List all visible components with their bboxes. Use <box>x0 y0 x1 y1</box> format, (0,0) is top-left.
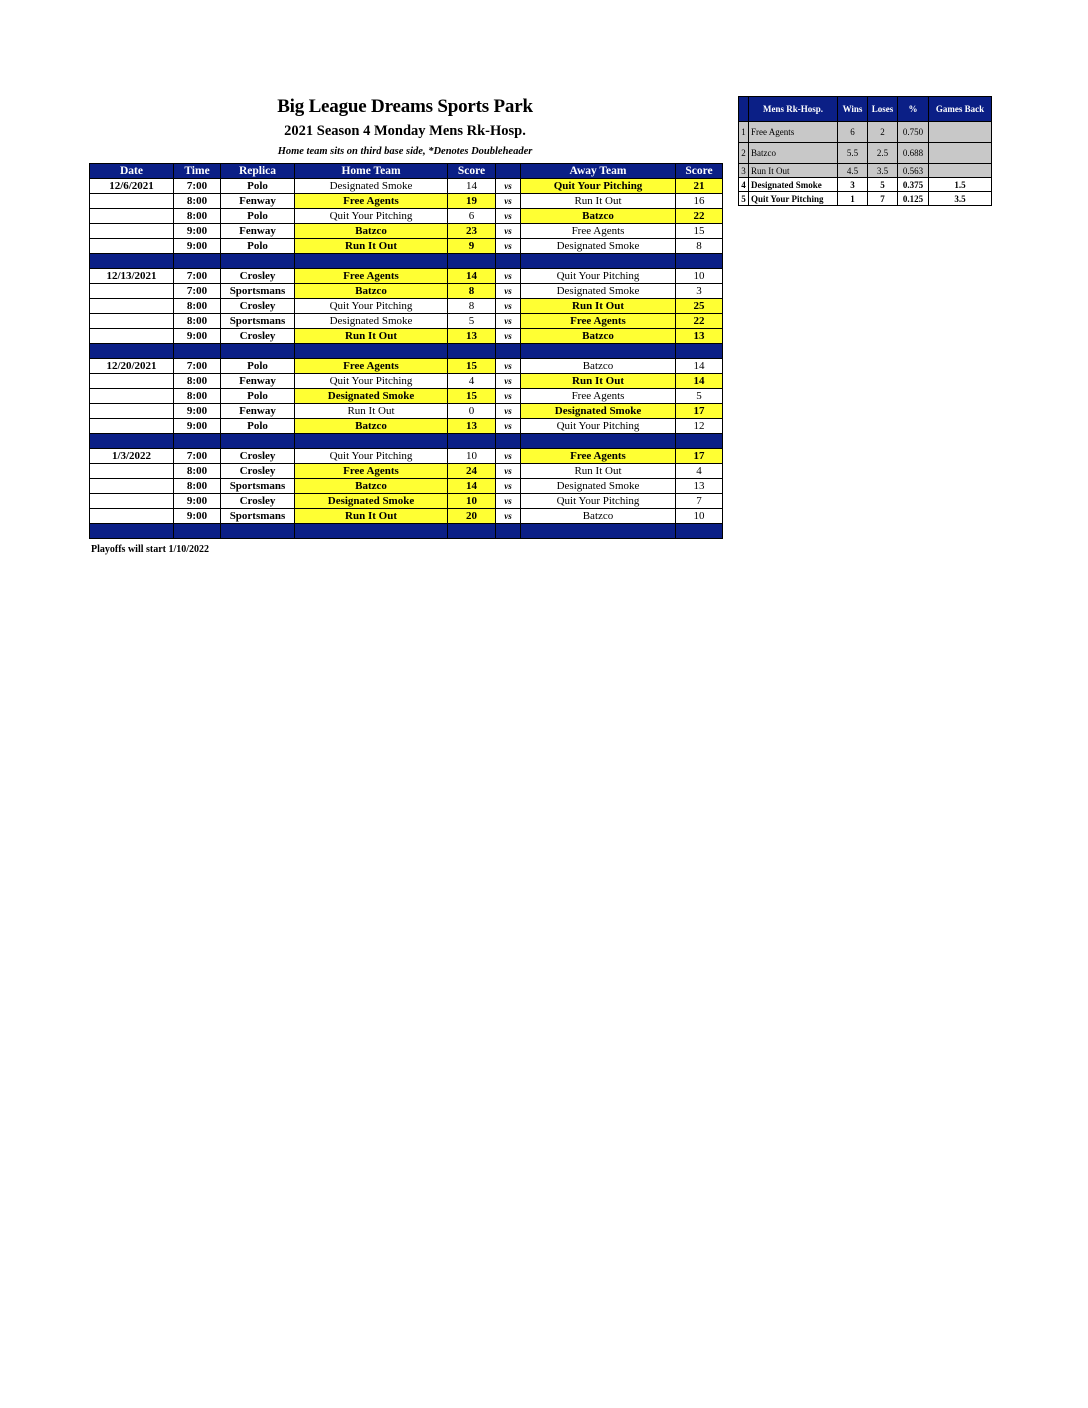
separator-cell <box>174 434 221 449</box>
standings-pct: 0.750 <box>898 122 929 143</box>
away-team: Designated Smoke <box>521 404 676 419</box>
separator-cell <box>174 254 221 269</box>
standings-header-league: Mens Rk-Hosp. <box>749 97 838 122</box>
home-score: 13 <box>448 329 496 344</box>
away-score: 17 <box>676 404 723 419</box>
standings-table <box>738 96 992 206</box>
vs-label: vs <box>496 269 521 284</box>
home-team: Quit Your Pitching <box>295 374 448 389</box>
away-team: Batzco <box>521 209 676 224</box>
game-row <box>90 464 723 479</box>
game-row <box>90 284 723 299</box>
away-team: Batzco <box>521 359 676 374</box>
vs-label: vs <box>496 479 521 494</box>
game-field: Polo <box>221 359 295 374</box>
home-score: 19 <box>448 194 496 209</box>
standings-loses: 2.5 <box>868 143 898 164</box>
separator-cell <box>221 524 295 539</box>
standings-team: Quit Your Pitching <box>749 192 838 206</box>
separator-cell <box>521 254 676 269</box>
away-team: Quit Your Pitching <box>521 269 676 284</box>
vs-label: vs <box>496 299 521 314</box>
home-team: Designated Smoke <box>295 179 448 194</box>
away-team: Quit Your Pitching <box>521 179 676 194</box>
away-score: 22 <box>676 209 723 224</box>
vs-label: vs <box>496 314 521 329</box>
col-header-time: Time <box>174 164 221 179</box>
away-score: 14 <box>676 374 723 389</box>
game-field: Crosley <box>221 494 295 509</box>
game-field: Fenway <box>221 404 295 419</box>
home-team: Designated Smoke <box>295 389 448 404</box>
away-score: 12 <box>676 419 723 434</box>
away-team: Run It Out <box>521 464 676 479</box>
game-time: 8:00 <box>174 209 221 224</box>
standings-loses: 3.5 <box>868 164 898 178</box>
separator-cell <box>521 344 676 359</box>
home-score: 24 <box>448 464 496 479</box>
game-row <box>90 224 723 239</box>
standings-team: Run It Out <box>749 164 838 178</box>
separator-cell <box>90 254 174 269</box>
game-date <box>90 239 174 254</box>
vs-label: vs <box>496 509 521 524</box>
vs-label: vs <box>496 389 521 404</box>
vs-label: vs <box>496 329 521 344</box>
game-date <box>90 314 174 329</box>
away-team: Designated Smoke <box>521 479 676 494</box>
standings-pct: 0.688 <box>898 143 929 164</box>
game-time: 9:00 <box>174 419 221 434</box>
home-team: Free Agents <box>295 464 448 479</box>
game-field: Crosley <box>221 299 295 314</box>
page-title: Big League Dreams Sports Park <box>277 96 533 117</box>
game-date <box>90 509 174 524</box>
game-field: Polo <box>221 389 295 404</box>
home-team: Run It Out <box>295 329 448 344</box>
standings-pct: 0.125 <box>898 192 929 206</box>
vs-label: vs <box>496 284 521 299</box>
standings-team: Designated Smoke <box>749 178 838 192</box>
home-score: 5 <box>448 314 496 329</box>
vs-label: vs <box>496 464 521 479</box>
game-row <box>90 194 723 209</box>
home-team: Free Agents <box>295 269 448 284</box>
away-team: Free Agents <box>521 449 676 464</box>
standings-rank: 4 <box>739 178 749 192</box>
standings-games-back <box>929 122 992 143</box>
col-header-home-score: Score <box>448 164 496 179</box>
home-score: 6 <box>448 209 496 224</box>
away-score: 10 <box>676 509 723 524</box>
game-date <box>90 404 174 419</box>
col-header-away-score: Score <box>676 164 723 179</box>
week-separator <box>90 254 723 269</box>
standings-wins: 6 <box>838 122 868 143</box>
game-date <box>90 209 174 224</box>
standings-wins: 4.5 <box>838 164 868 178</box>
away-team: Free Agents <box>521 224 676 239</box>
game-row <box>90 179 723 194</box>
game-time: 7:00 <box>174 284 221 299</box>
separator-cell <box>295 254 448 269</box>
game-field: Sportsmans <box>221 284 295 299</box>
separator-cell <box>521 434 676 449</box>
game-row <box>90 404 723 419</box>
standings-games-back <box>929 164 992 178</box>
game-row <box>90 269 723 284</box>
standings-row <box>739 122 992 143</box>
vs-label: vs <box>496 494 521 509</box>
standings-row <box>739 164 992 178</box>
home-team: Run It Out <box>295 509 448 524</box>
game-row <box>90 239 723 254</box>
vs-label: vs <box>496 374 521 389</box>
game-field: Fenway <box>221 224 295 239</box>
home-score: 10 <box>448 494 496 509</box>
game-field: Fenway <box>221 374 295 389</box>
game-date <box>90 194 174 209</box>
standings-loses: 2 <box>868 122 898 143</box>
home-team: Batzco <box>295 224 448 239</box>
away-score: 16 <box>676 194 723 209</box>
standings-rank: 3 <box>739 164 749 178</box>
game-date <box>90 464 174 479</box>
game-field: Polo <box>221 419 295 434</box>
home-score: 23 <box>448 224 496 239</box>
home-score: 4 <box>448 374 496 389</box>
separator-cell <box>174 524 221 539</box>
home-score: 10 <box>448 449 496 464</box>
home-score: 14 <box>448 479 496 494</box>
game-row <box>90 359 723 374</box>
game-date <box>90 374 174 389</box>
standings-header-loses: Loses <box>868 97 898 122</box>
standings-row <box>739 178 992 192</box>
away-team: Designated Smoke <box>521 239 676 254</box>
game-field: Crosley <box>221 269 295 284</box>
col-header-away-team: Away Team <box>521 164 676 179</box>
away-team: Designated Smoke <box>521 284 676 299</box>
schedule-table <box>89 163 723 539</box>
home-team: Run It Out <box>295 239 448 254</box>
home-team: Designated Smoke <box>295 494 448 509</box>
home-team: Free Agents <box>295 359 448 374</box>
home-team: Quit Your Pitching <box>295 449 448 464</box>
vs-label: vs <box>496 359 521 374</box>
playoffs-note: Playoffs will start 1/10/2022 <box>91 544 210 555</box>
separator-cell <box>496 344 521 359</box>
vs-label: vs <box>496 194 521 209</box>
separator-cell <box>90 344 174 359</box>
home-team: Quit Your Pitching <box>295 299 448 314</box>
vs-label: vs <box>496 419 521 434</box>
game-field: Crosley <box>221 464 295 479</box>
game-field: Sportsmans <box>221 509 295 524</box>
game-date: 1/3/2022 <box>90 449 174 464</box>
separator-cell <box>676 524 723 539</box>
standings-header-rank <box>739 97 749 122</box>
vs-label: vs <box>496 224 521 239</box>
standings-games-back: 1.5 <box>929 178 992 192</box>
away-score: 4 <box>676 464 723 479</box>
page-subtitle: 2021 Season 4 Monday Mens Rk-Hosp. <box>284 123 526 139</box>
separator-cell <box>295 524 448 539</box>
separator-cell <box>221 434 295 449</box>
away-score: 3 <box>676 284 723 299</box>
game-field: Crosley <box>221 329 295 344</box>
home-score: 8 <box>448 284 496 299</box>
vs-label: vs <box>496 179 521 194</box>
separator-cell <box>448 344 496 359</box>
game-field: Polo <box>221 239 295 254</box>
separator-cell <box>221 344 295 359</box>
game-row <box>90 509 723 524</box>
schedule-header-row <box>90 164 723 179</box>
standings-row <box>739 143 992 164</box>
game-date <box>90 284 174 299</box>
game-row <box>90 449 723 464</box>
vs-label: vs <box>496 449 521 464</box>
game-time: 8:00 <box>174 479 221 494</box>
separator-cell <box>174 344 221 359</box>
game-row <box>90 314 723 329</box>
home-score: 15 <box>448 389 496 404</box>
game-date <box>90 299 174 314</box>
separator-cell <box>496 434 521 449</box>
game-time: 7:00 <box>174 449 221 464</box>
standings-pct: 0.375 <box>898 178 929 192</box>
col-header-date: Date <box>90 164 174 179</box>
game-field: Polo <box>221 179 295 194</box>
standings-wins: 3 <box>838 178 868 192</box>
home-score: 9 <box>448 239 496 254</box>
week-separator <box>90 434 723 449</box>
game-time: 9:00 <box>174 239 221 254</box>
game-time: 8:00 <box>174 464 221 479</box>
game-row <box>90 494 723 509</box>
separator-cell <box>90 434 174 449</box>
away-team: Batzco <box>521 509 676 524</box>
home-score: 20 <box>448 509 496 524</box>
week-separator <box>90 344 723 359</box>
separator-cell <box>90 524 174 539</box>
standings-header-wins: Wins <box>838 97 868 122</box>
vs-label: vs <box>496 239 521 254</box>
home-score: 8 <box>448 299 496 314</box>
schedule-body <box>90 179 723 539</box>
home-score: 14 <box>448 179 496 194</box>
game-date <box>90 329 174 344</box>
separator-cell <box>676 434 723 449</box>
separator-cell <box>676 344 723 359</box>
home-team: Free Agents <box>295 194 448 209</box>
standings-loses: 7 <box>868 192 898 206</box>
separator-cell <box>521 524 676 539</box>
game-date: 12/6/2021 <box>90 179 174 194</box>
col-header-replica: Replica <box>221 164 295 179</box>
home-team: Batzco <box>295 419 448 434</box>
home-team: Designated Smoke <box>295 314 448 329</box>
standings-loses: 5 <box>868 178 898 192</box>
game-row <box>90 209 723 224</box>
away-team: Run It Out <box>521 194 676 209</box>
game-time: 7:00 <box>174 179 221 194</box>
standings-body <box>739 122 992 206</box>
game-date: 12/20/2021 <box>90 359 174 374</box>
away-score: 8 <box>676 239 723 254</box>
game-time: 9:00 <box>174 404 221 419</box>
home-team: Batzco <box>295 284 448 299</box>
separator-cell <box>295 434 448 449</box>
game-field: Sportsmans <box>221 479 295 494</box>
game-time: 8:00 <box>174 299 221 314</box>
game-time: 8:00 <box>174 374 221 389</box>
separator-cell <box>496 524 521 539</box>
away-score: 25 <box>676 299 723 314</box>
col-header-vs <box>496 164 521 179</box>
game-time: 9:00 <box>174 224 221 239</box>
standings-wins: 5.5 <box>838 143 868 164</box>
separator-cell <box>496 254 521 269</box>
away-score: 13 <box>676 329 723 344</box>
separator-cell <box>221 254 295 269</box>
away-score: 10 <box>676 269 723 284</box>
away-score: 14 <box>676 359 723 374</box>
standings-rank: 2 <box>739 143 749 164</box>
standings-rank: 1 <box>739 122 749 143</box>
standings-header-pct: % <box>898 97 929 122</box>
game-row <box>90 419 723 434</box>
game-date <box>90 389 174 404</box>
away-score: 17 <box>676 449 723 464</box>
game-date <box>90 494 174 509</box>
game-field: Polo <box>221 209 295 224</box>
separator-cell <box>448 254 496 269</box>
away-team: Free Agents <box>521 314 676 329</box>
separator-cell <box>676 254 723 269</box>
game-row <box>90 299 723 314</box>
game-time: 9:00 <box>174 329 221 344</box>
week-separator <box>90 524 723 539</box>
standings-row <box>739 192 992 206</box>
away-score: 21 <box>676 179 723 194</box>
vs-label: vs <box>496 404 521 419</box>
home-score: 0 <box>448 404 496 419</box>
standings-pct: 0.563 <box>898 164 929 178</box>
game-time: 8:00 <box>174 314 221 329</box>
game-time: 8:00 <box>174 194 221 209</box>
away-team: Quit Your Pitching <box>521 494 676 509</box>
away-score: 22 <box>676 314 723 329</box>
game-time: 7:00 <box>174 269 221 284</box>
game-date <box>90 224 174 239</box>
standings-header-games-back: Games Back <box>929 97 992 122</box>
game-row <box>90 479 723 494</box>
game-row <box>90 389 723 404</box>
away-team: Run It Out <box>521 299 676 314</box>
game-time: 9:00 <box>174 494 221 509</box>
standings-games-back <box>929 143 992 164</box>
home-team: Quit Your Pitching <box>295 209 448 224</box>
home-team-note: Home team sits on third base side, *Denotes Doubleheader <box>277 146 533 157</box>
game-time: 7:00 <box>174 359 221 374</box>
away-team: Batzco <box>521 329 676 344</box>
away-team: Run It Out <box>521 374 676 389</box>
game-row <box>90 374 723 389</box>
away-score: 7 <box>676 494 723 509</box>
standings-team: Batzco <box>749 143 838 164</box>
away-score: 13 <box>676 479 723 494</box>
col-header-home-team: Home Team <box>295 164 448 179</box>
game-date <box>90 419 174 434</box>
away-score: 5 <box>676 389 723 404</box>
game-date: 12/13/2021 <box>90 269 174 284</box>
standings-header-row <box>739 97 992 122</box>
home-score: 15 <box>448 359 496 374</box>
home-team: Batzco <box>295 479 448 494</box>
game-date <box>90 479 174 494</box>
standings-games-back: 3.5 <box>929 192 992 206</box>
away-score: 15 <box>676 224 723 239</box>
separator-cell <box>448 434 496 449</box>
game-field: Crosley <box>221 449 295 464</box>
game-field: Fenway <box>221 194 295 209</box>
game-row <box>90 329 723 344</box>
standings-rank: 5 <box>739 192 749 206</box>
standings-wins: 1 <box>838 192 868 206</box>
away-team: Free Agents <box>521 389 676 404</box>
home-score: 13 <box>448 419 496 434</box>
separator-cell <box>448 524 496 539</box>
game-field: Sportsmans <box>221 314 295 329</box>
game-time: 9:00 <box>174 509 221 524</box>
away-team: Quit Your Pitching <box>521 419 676 434</box>
game-time: 8:00 <box>174 389 221 404</box>
home-team: Run It Out <box>295 404 448 419</box>
home-score: 14 <box>448 269 496 284</box>
separator-cell <box>295 344 448 359</box>
vs-label: vs <box>496 209 521 224</box>
standings-team: Free Agents <box>749 122 838 143</box>
